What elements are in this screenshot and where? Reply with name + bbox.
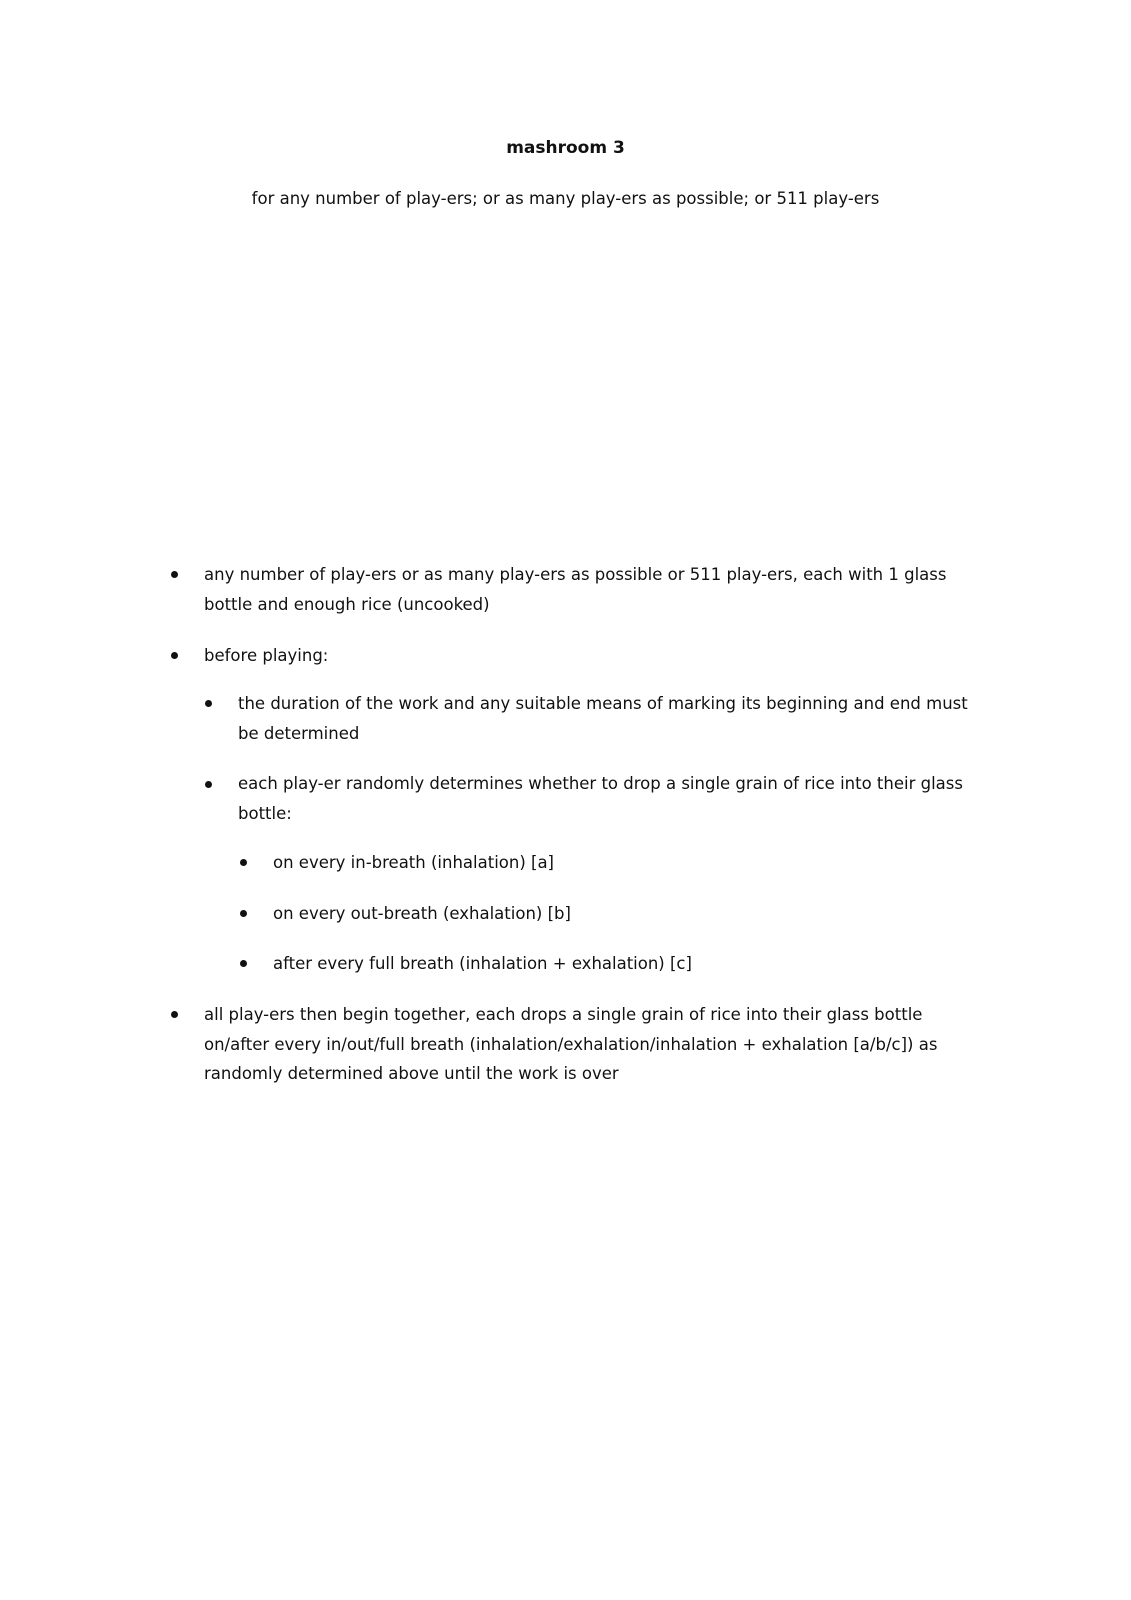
list-item — [238, 689, 968, 748]
bullet-dot — [240, 910, 247, 917]
bullet-dot — [171, 1011, 178, 1018]
list-item — [204, 560, 946, 619]
list-item-line: randomly determined above until the work is over — [204, 1064, 619, 1083]
list-item-line: on/after every in/out/full breath (inhalation/exhalation/inhalation + exhalation [a/b/c]) as — [204, 1034, 938, 1054]
list-item — [238, 769, 963, 828]
list-item-line: each play-er randomly determines whether to drop a single grain of rice into their glass — [238, 774, 963, 793]
bullet-dot — [205, 700, 212, 707]
bullet-dot — [171, 652, 178, 659]
bullet-dot — [171, 571, 178, 578]
list-item-line: bottle and enough rice (uncooked) — [204, 594, 490, 614]
document-title: mashroom 3 — [506, 138, 625, 158]
list-item-line: on every out-breath (exhalation) [b] — [273, 904, 571, 923]
bullet-dot — [240, 960, 247, 967]
bullet-dot — [205, 781, 212, 788]
list-item — [204, 1000, 937, 1089]
list-item-line: all play-ers then begin together, each drops a single grain of rice into their glass bottle — [204, 1005, 923, 1024]
list-item-line: any number of play-ers or as many play-ers as possible or 511 play-ers, each with 1 glass — [204, 565, 947, 584]
list-item — [273, 848, 554, 878]
list-item-line: be determined — [238, 723, 360, 743]
list-item-line: the duration of the work and any suitable means of marking its beginning and end must — [238, 694, 968, 713]
list-item-line: after every full breath (inhalation + exhalation) [c] — [273, 954, 692, 973]
list-item — [204, 641, 328, 671]
document-subtitle: for any number of play-ers; or as many play-ers as possible; or 511 play-ers — [251, 189, 880, 208]
list-item — [273, 899, 571, 929]
list-item-line: bottle: — [238, 803, 292, 823]
list-item-line: before playing: — [204, 646, 329, 665]
list-item — [273, 949, 692, 979]
bullet-dot — [240, 859, 247, 866]
list-item-line: on every in-breath (inhalation) [a] — [273, 853, 554, 872]
